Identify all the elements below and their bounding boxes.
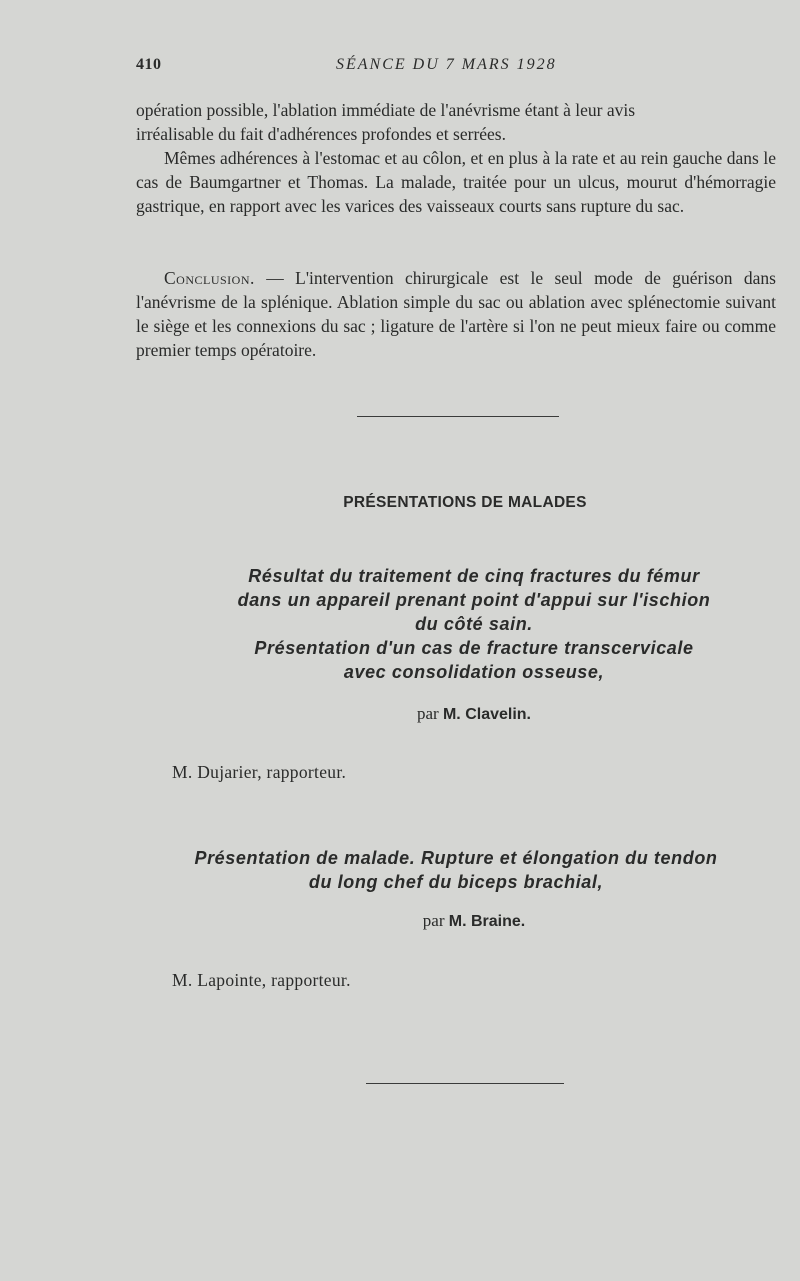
presentation-title [136,846,776,894]
adhesions-paragraph [136,146,776,218]
page-header [136,56,776,78]
author-name: M. Braine. [448,913,526,930]
title-line: Résultat du traitement de cinq fractures du fémur [248,566,700,586]
conclusion-body: — L'intervention chirurgicale est le seul mode de guérison dans l'anévrisme de la splénique. Ablation simple du sac ou ablation avec splénectomie suivant le siège et les connexions du sac ; ligature de l'artère si l'on ne peut mieux faire ou comme premier temps opératoire. [136,268,776,360]
presentation-title [172,564,776,684]
author-byline [154,911,794,931]
page-number: 410 [136,56,162,73]
conclusion-paragraph [136,266,776,362]
title-line: du long chef du biceps brachial, [308,872,604,892]
title-line: Présentation d'un cas de fracture transcervicale [254,638,694,658]
paragraph-text: Mêmes adhérences à l'estomac et au côlon, et en plus à la rate et au rein gauche dans le cas de Baumgartner et Thomas. La malade, traitée pour un ulcus, mourut d'hémorragie gastrique, en rapport avec les varices des vaisseaux courts sans rupture du sac. [136,148,776,216]
paragraph-line: opération possible, l'ablation immédiate de l'anévrisme étant à leur avis [136,100,636,120]
title-line: Présentation de malade. Rupture et élongation du tendon [194,848,718,868]
title-line: du côté sain. [415,614,533,634]
paragraph-line: irréalisable du fait d'adhérences profondes et serrées. [136,124,506,144]
byline-par: par [422,911,445,930]
section-divider [366,1083,564,1084]
running-head: SÉANCE DU 7 MARS 1928 [336,56,557,73]
title-line: avec consolidation osseuse, [343,662,605,682]
section-divider [357,416,559,417]
author-byline [172,704,776,724]
continued-paragraph [136,98,776,146]
rapporteur-line: M. Lapointe, rapporteur. [172,970,351,990]
author-name: M. Clavelin. [442,706,531,723]
section-heading: PRÉSENTATIONS DE MALADES [343,494,587,511]
title-line: dans un appareil prenant point d'appui sur l'ischion [237,590,711,610]
conclusion-text [136,266,776,362]
conclusion-label: Conclusion. [164,268,255,288]
rapporteur-line: M. Dujarier, rapporteur. [172,762,347,782]
byline-par: par [417,704,439,723]
